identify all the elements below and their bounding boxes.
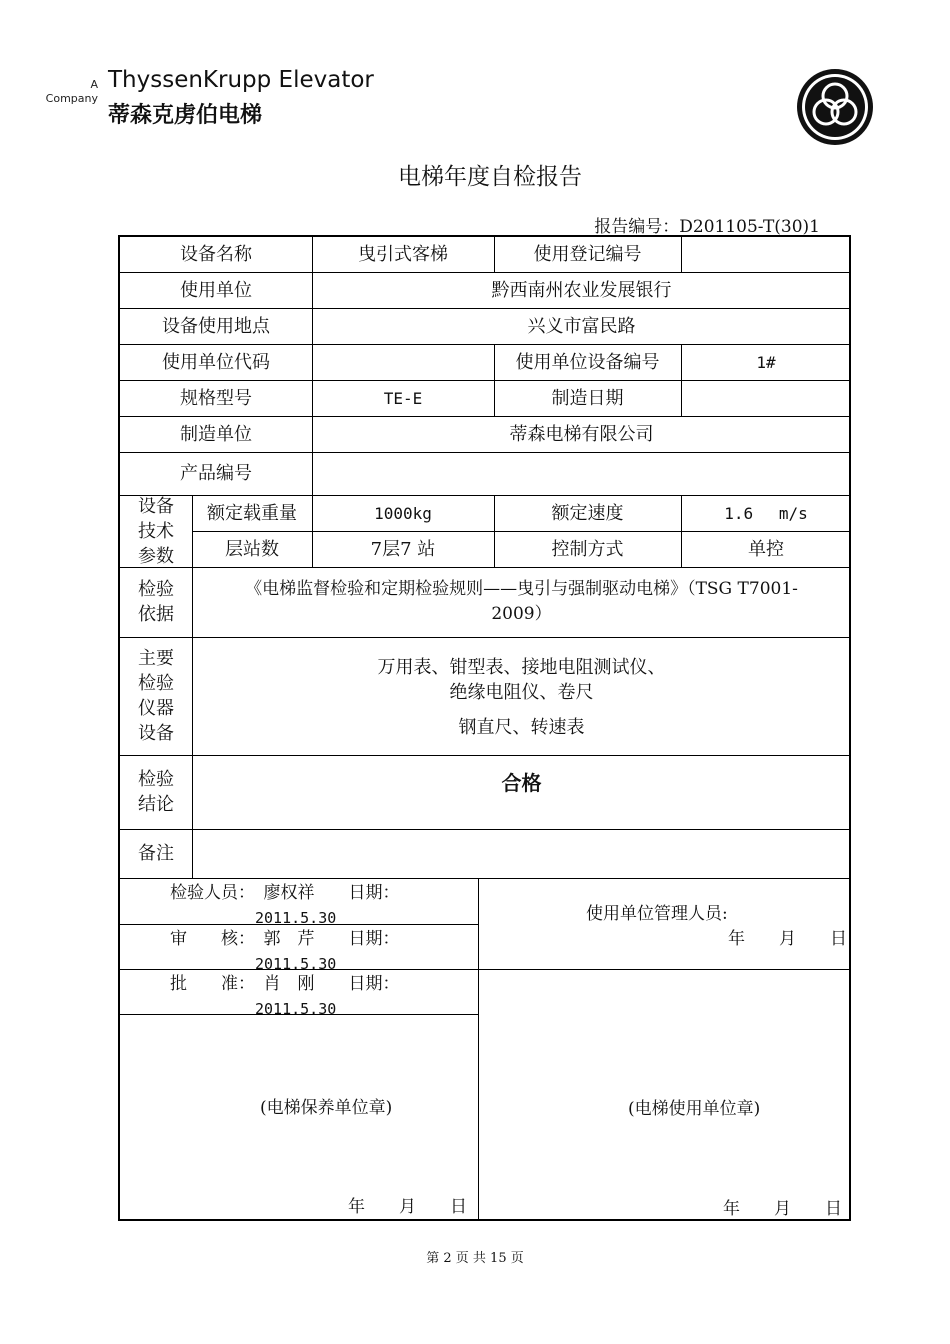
floors-label: 层站数 (225, 538, 279, 560)
user-unit-label: 使用单位 (180, 279, 252, 301)
maintenance-seal-date: 年 月 日 (348, 1197, 467, 1217)
device-name-label: 设备名称 (180, 244, 252, 265)
inspection-form (118, 235, 851, 1221)
instruments-label-line: 设备 (138, 723, 174, 744)
reviewer-date: 2011.5.30 (255, 955, 337, 973)
remarks-value (192, 829, 851, 878)
manufacture-date-value (681, 380, 851, 416)
inspection-basis-text (192, 567, 851, 637)
inspector-date: 2011.5.30 (255, 909, 337, 927)
reviewer-signature: 审 核： 郭 芹 日期： (170, 929, 400, 949)
brand-name-en: ThyssenKrupp Elevator (108, 67, 374, 93)
location-label: 设备使用地点 (162, 315, 270, 337)
unit-device-number-label: 使用单位设备编号 (515, 351, 660, 373)
tech-params-label (120, 495, 192, 567)
instruments-label-line: 仪器 (138, 698, 174, 719)
instruments-label-line: 主要 (138, 648, 174, 669)
instruments-list (192, 637, 851, 755)
unit-code-label: 使用单位代码 (162, 351, 270, 373)
tech-params-label-line: 技术 (138, 520, 174, 542)
conclusion-value: 合格 (501, 770, 542, 795)
manufacturer-value: 蒂森电梯有限公司 (509, 423, 654, 445)
registration-number-label: 使用登记编号 (533, 244, 642, 265)
rated-speed-value: 1.6 m/s (724, 503, 808, 523)
user-unit-value: 黔西南州农业发展银行 (491, 279, 672, 301)
product-number-label: 产品编号 (180, 463, 252, 484)
approver-date: 2011.5.30 (255, 1000, 337, 1018)
user-manager-signature: 使用单位管理人员: (586, 904, 728, 924)
rated-load-label: 额定载重量 (207, 502, 297, 524)
page-footer: 第 2 页 共 15 页 (426, 1251, 524, 1266)
instruments-label (120, 637, 192, 755)
basis-line: 《电梯监督检验和定期检验规则——曳引与强制驱动电梯》（TSG T7001- (245, 579, 798, 599)
manufacture-date-label: 制造日期 (551, 387, 624, 409)
basis-label (120, 567, 192, 637)
remarks-label: 备注 (138, 843, 174, 864)
approver-signature: 批 准： 肖 刚 日期： (170, 974, 400, 994)
basis-label-line: 检验 (138, 579, 174, 600)
registration-number-value (681, 237, 851, 272)
location-value: 兴义市富民路 (527, 315, 636, 337)
tech-params-label-line: 参数 (138, 545, 174, 567)
instruments-line: 钢直尺、转速表 (458, 717, 585, 738)
model-label: 规格型号 (180, 387, 252, 409)
conclusion-label-line: 结论 (138, 794, 174, 815)
control-mode-label: 控制方式 (551, 538, 624, 560)
rated-load-value: 1000kg (374, 503, 432, 523)
control-mode-value: 单控 (748, 538, 784, 560)
tech-params-label-line: 设备 (138, 495, 174, 517)
report-number: 报告编号：D201105-T(30)1 (594, 217, 820, 237)
basis-line: 2009） (491, 604, 552, 624)
instruments-label-line: 检验 (138, 673, 174, 694)
unit-code-value (312, 344, 494, 380)
inspector-signature: 检验人员： 廖权祥 日期： (170, 883, 400, 903)
user-unit-seal: (电梯使用单位章) (628, 1099, 761, 1119)
company-tagline: A Company (45, 78, 98, 105)
user-manager-date: 年 月 日 (728, 929, 847, 949)
floors-value: 7层7 站 (370, 538, 436, 560)
product-number-value (312, 452, 851, 495)
conclusion-label-line: 检验 (138, 769, 174, 790)
instruments-line: 万用表、钳型表、接地电阻测试仪、 (377, 657, 666, 678)
unit-device-number-value: 1# (756, 352, 776, 372)
thyssenkrupp-rings-logo-icon (795, 67, 875, 147)
manufacturer-label: 制造单位 (180, 423, 252, 445)
user-seal-date: 年 月 日 (723, 1199, 842, 1219)
instruments-line: 绝缘电阻仪、卷尺 (449, 682, 594, 703)
conclusion-label (120, 755, 192, 829)
rated-speed-label: 额定速度 (551, 502, 624, 524)
model-value: TE-E (383, 388, 423, 408)
device-name-value: 曳引式客梯 (358, 244, 448, 265)
document-title: 电梯年度自检报告 (398, 164, 582, 190)
basis-label-line: 依据 (138, 604, 174, 625)
maintenance-unit-seal: (电梯保养单位章) (260, 1098, 393, 1118)
brand-name-cn: 蒂森克虏伯电梯 (108, 103, 263, 128)
